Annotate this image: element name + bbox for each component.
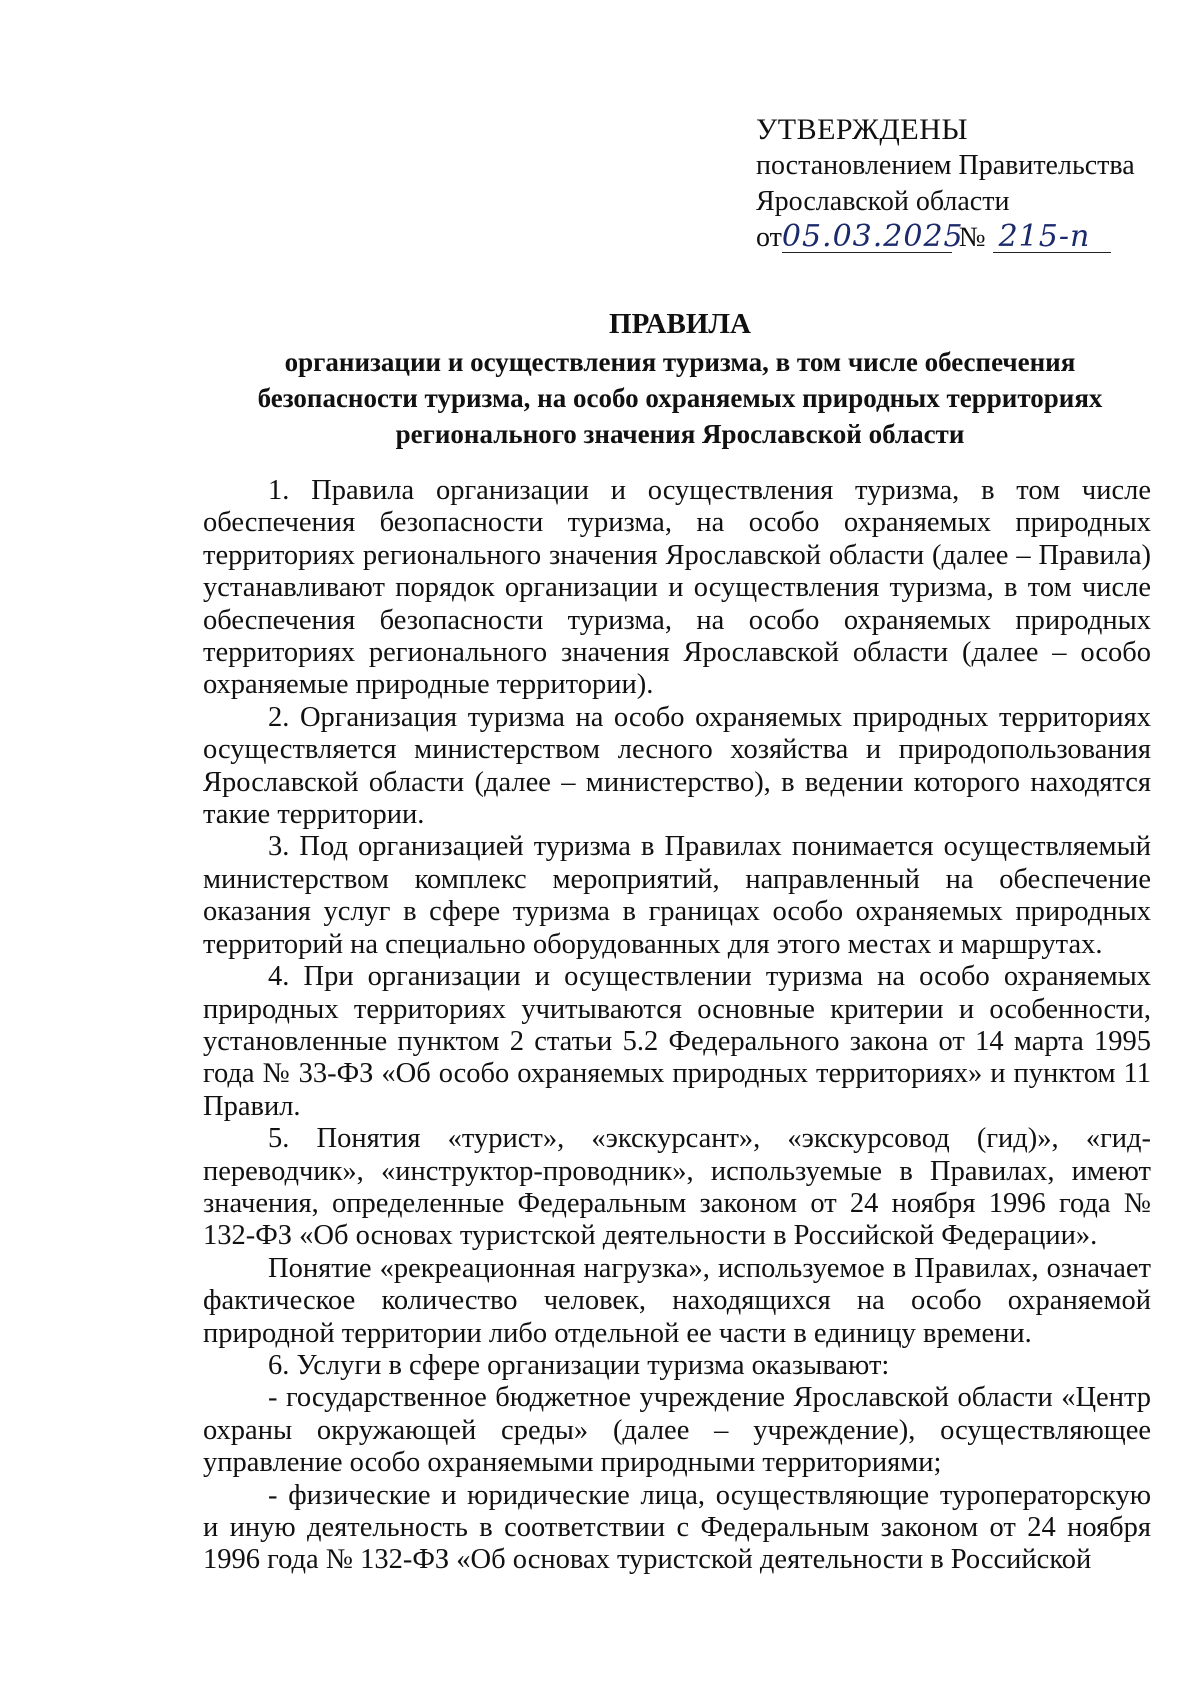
approval-stamp-block bbox=[756, 112, 1176, 256]
paragraph-2: 2. Организация туризма на особо охраняемых природных территориях осуществляется министерством лесного хозяйства и природопользования Ярославской области (далее – министерство), в ведении которого находятся такие территории. bbox=[203, 701, 1151, 831]
paragraph-6-item-2: - физические и юридические лица, осуществляющие туроператорскую и иную деятельность в соответствии с Федеральным законом от 24 ноября 1996 года № 132-ФЗ «Об основах туристской деятельности в Российской bbox=[203, 1479, 1151, 1576]
paragraph-6-item-1: - государственное бюджетное учреждение Ярославской области «Центр охраны окружающей среды» (далее – учреждение), осуществляющее управление особо охраняемыми природными территориями; bbox=[203, 1382, 1151, 1479]
title-line-1: организации и осуществления туризма, в том числе обеспечения bbox=[284, 347, 1076, 377]
approval-line-1: постановлением Правительства bbox=[756, 150, 1135, 181]
approval-line-2: Ярославской области bbox=[756, 186, 1010, 217]
date-prefix: от bbox=[756, 222, 782, 253]
title-main: ПРАВИЛА bbox=[609, 308, 751, 340]
title-line-2: безопасности туризма, на особо охраняемых природных территориях bbox=[257, 383, 1103, 413]
handwritten-number: 215-п bbox=[993, 222, 1111, 253]
approval-date-line bbox=[756, 220, 1176, 256]
number-sign: № bbox=[958, 222, 986, 253]
paragraph-5: 5. Понятия «турист», «экскурсант», «экскурсовод (гид)», «гид-переводчик», «инструктор-проводник», используемые в Правилах, имеют значения, определенные Федеральным законом от 24 ноября 1996 года № 132-ФЗ «Об основах туристской деятельности в Российской Федерации». bbox=[203, 1123, 1151, 1252]
paragraph-3: 3. Под организацией туризма в Правилах понимается осуществляемый министерством комплекс мероприятий, направленный на обеспечение оказания услуг в сфере туризма в границах особо охраняемых природных территорий на специально оборудованных для этого местах и маршрутах. bbox=[203, 831, 1151, 960]
paragraph-6: 6. Услуги в сфере организации туризма оказывают: bbox=[268, 1349, 890, 1381]
paragraph-4: 4. При организации и осуществлении туризма на особо охраняемых природных территориях учитываются основные критерии и особенности, установленные пунктом 2 статьи 5.2 Федерального закона от 14 марта 1995 года № 33-ФЗ «Об особо охраняемых природных территориях» и пунктом 11 Правил. bbox=[203, 961, 1151, 1122]
document-title bbox=[200, 306, 1160, 452]
paragraph-1: 1. Правила организации и осуществления туризма, в том числе обеспечения безопасности туризма, на особо охраняемых природных территориях регионального значения Ярославской области (далее – Правила) устанавливают порядок организации и осуществления туризма, в том числе обеспечения безопасности туризма, на особо охраняемых природных территориях регионального значения Ярославской области (далее – особо охраняемые природные территории). bbox=[203, 475, 1151, 701]
document-body bbox=[203, 475, 1151, 1577]
handwritten-date: 05.03.2025 bbox=[781, 219, 964, 254]
title-line-3: регионального значения Ярославской области bbox=[395, 419, 965, 449]
paragraph-5-recreational-load: Понятие «рекреационная нагрузка», используемое в Правилах, означает фактическое количество человек, находящихся на особо охраняемой природной территории либо отдельной ее части в единицу времени. bbox=[203, 1252, 1151, 1349]
approval-heading: УТВЕРЖДЕНЫ bbox=[756, 113, 969, 146]
